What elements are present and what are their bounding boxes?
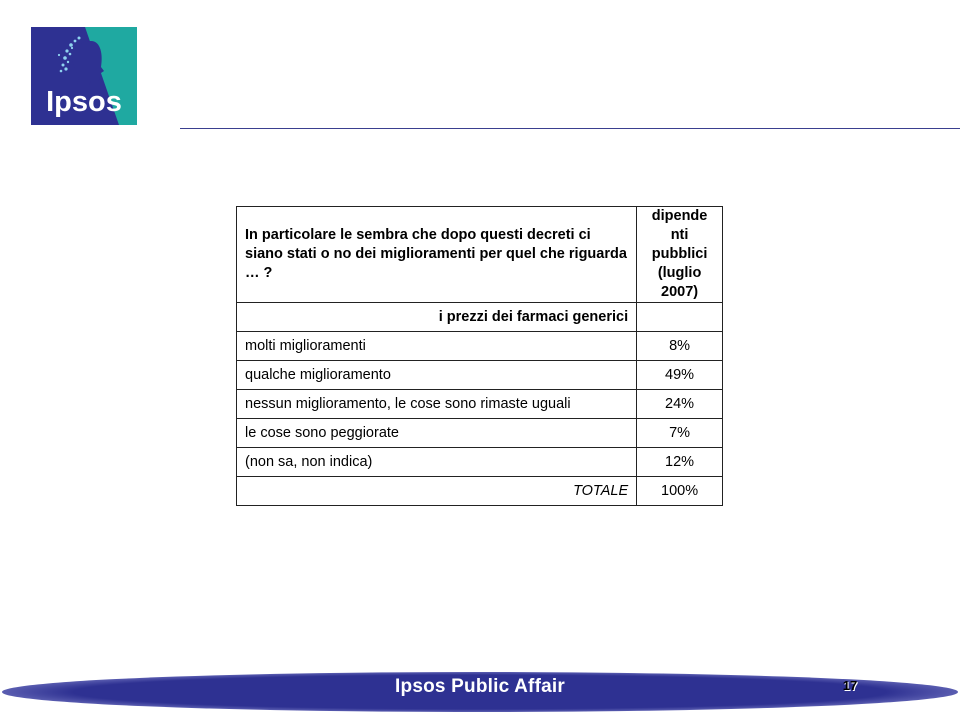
table-row xyxy=(237,332,723,361)
survey-table xyxy=(236,206,723,506)
row-value: 24% xyxy=(637,390,723,419)
table-row xyxy=(237,390,723,419)
ipsos-logo xyxy=(31,27,137,125)
table-row xyxy=(237,419,723,448)
column-header: dipende nti pubblici (luglio 2007) xyxy=(637,207,723,303)
table-row xyxy=(237,361,723,390)
row-value: 7% xyxy=(637,419,723,448)
subheader-label: i prezzi dei farmaci generici xyxy=(237,303,637,332)
subheader-value xyxy=(637,303,723,332)
row-label: (non sa, non indica) xyxy=(237,448,637,477)
total-label: TOTALE xyxy=(237,477,637,506)
question-row xyxy=(237,207,723,303)
logo-wordmark: Ipsos xyxy=(46,86,122,118)
subheader-row xyxy=(237,303,723,332)
total-row xyxy=(237,477,723,506)
header-divider xyxy=(180,128,960,129)
table-row xyxy=(237,448,723,477)
question-text: In particolare le sembra che dopo questi decreti ci siano stati o no dei miglioramenti per quel che riguarda … ? xyxy=(237,207,637,303)
row-value: 49% xyxy=(637,361,723,390)
row-value: 12% xyxy=(637,448,723,477)
total-value: 100% xyxy=(637,477,723,506)
row-label: le cose sono peggiorate xyxy=(237,419,637,448)
footer-title: Ipsos Public Affair xyxy=(395,676,565,697)
page-number: 17 xyxy=(842,678,858,693)
row-label: nessun miglioramento, le cose sono rimaste uguali xyxy=(237,390,637,419)
row-label: qualche miglioramento xyxy=(237,361,637,390)
row-value: 8% xyxy=(637,332,723,361)
row-label: molti miglioramenti xyxy=(237,332,637,361)
